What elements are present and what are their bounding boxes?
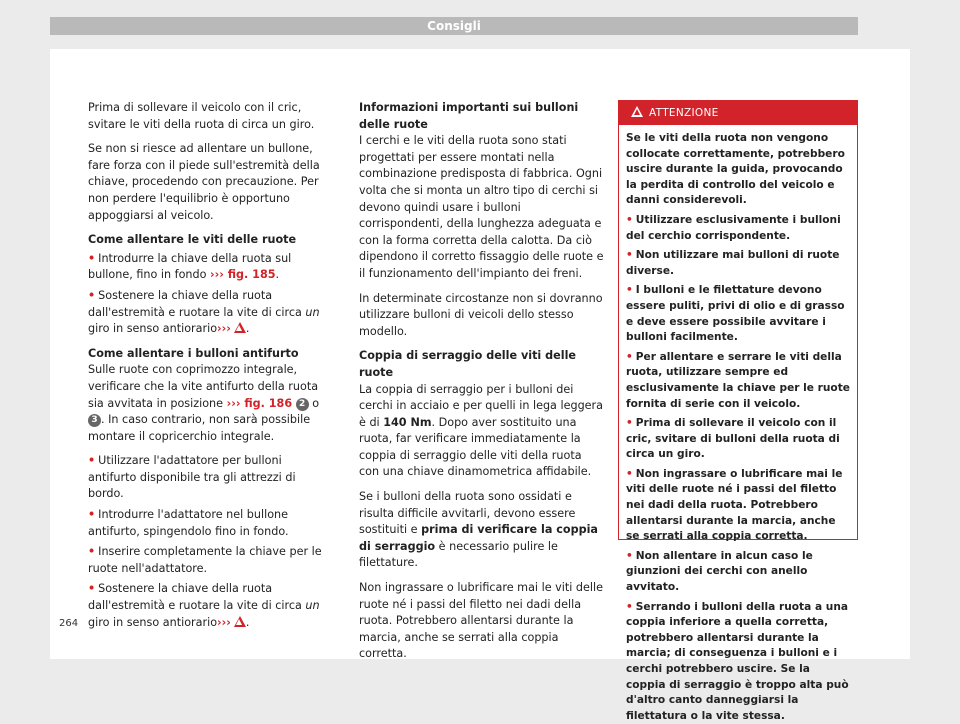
paragraph: Non ingrassare o lubrificare mai le viti delle ruote né i passi del filetto nei dadi della ruota. Potrebbero allentarsi durante la marcia, anche se serrati alla coppia corretta.	[359, 581, 604, 661]
figure-link[interactable]: ››› fig. 185	[210, 268, 276, 282]
warning-box	[618, 100, 858, 722]
section-header: Consigli	[50, 17, 858, 35]
callout-number: 3	[88, 414, 101, 427]
bullet-list	[88, 251, 333, 338]
warning-title: ATTENZIONE	[649, 107, 719, 119]
list-item: • Inserire completamente la chiave per le ruote nell'adattatore.	[88, 545, 322, 575]
warning-icon	[631, 106, 643, 117]
callout-number: 2	[296, 398, 309, 411]
paragraph: In determinate circostanze non si dovranno utilizzare bulloni di veicoli dello stesso modello.	[359, 291, 603, 338]
warning-body	[619, 125, 857, 724]
paragraph: I cerchi e le viti della ruota sono stati progettati per essere montati nella combinazione predisposta di fabbrica. Ogni volta che si monta un altro tipo di cerchi si devono quindi usare i bulloni corrispondenti, della lunghezza adeguata e con la forma corretta della calotta. Da ciò dipendono il corretto fissaggio delle ruote e il funzionamento dell'impianto dei freni.	[359, 134, 604, 280]
list-item: • Utilizzare l'adattatore per bulloni antifurto disponibile tra gli attrezzi di bordo.	[88, 454, 296, 501]
paragraph: La coppia di serraggio per i bulloni dei cerchi in acciaio e per quelli in lega leggera è di 140 Nm. Dopo aver sostituito una ruota, far verificare immediatamente la coppia di serraggio delle viti della ruota con una chiave dinamometrica affidabile.	[359, 382, 604, 479]
bullet-icon: •	[626, 549, 633, 562]
warning-item: • Prima di sollevare il veicolo con il cric, svitare di bulloni della ruota di circa un giro.	[626, 417, 840, 461]
bullet-icon: •	[626, 350, 633, 363]
bullet-icon: •	[626, 600, 633, 613]
warning-header	[619, 101, 857, 125]
warning-item: • Utilizzare esclusivamente i bulloni del cerchio corrispondente.	[626, 213, 841, 242]
bullet-icon: •	[626, 467, 633, 480]
page-number: 264	[59, 618, 79, 629]
paragraph: Se non si riesce ad allentare un bullone, fare forza con il piede sull'estremità della chiave, procedendo con precauzione. Per non perdere l'equilibrio è opportuno appoggiarsi al veicolo.	[88, 142, 320, 222]
heading: Come allentare i bulloni antifurto	[88, 346, 299, 360]
bullet-list	[88, 453, 333, 631]
figure-link[interactable]: ››› fig. 186	[226, 396, 293, 410]
warning-link[interactable]: ›››	[217, 322, 231, 336]
bullet-icon: •	[88, 454, 96, 468]
warning-item: • Serrando i bulloni della ruota a una coppia inferiore a quella corretta, potrebbero allentarsi durante la marcia; di conseguenza i bulloni e i cerchi potrebbero uscire. Se la coppia di serraggio è troppo alta può d'altro canto danneggiarsi la filettatura o la vite stessa.	[626, 600, 849, 722]
warning-item: • Non ingrassare o lubrificare mai le viti delle ruote né i passi del filetto nei dadi della ruota. Potrebbero allentarsi durante la marcia, anche se serrati alla coppia corretta.	[626, 467, 843, 543]
bullet-icon: •	[626, 284, 633, 297]
list-item: • Introdurre la chiave della ruota sul bullone, fino in fondo ››› fig. 185.	[88, 251, 292, 282]
paragraph: Se i bulloni della ruota sono ossidati e risulta difficile avvitarli, devono essere sostituiti e prima di verificare la coppia di serraggio è necessario pulire le filettature.	[359, 490, 598, 570]
warning-list	[626, 213, 850, 724]
bullet-icon: •	[88, 582, 96, 596]
bullet-icon: •	[88, 251, 96, 265]
warning-icon	[234, 322, 246, 333]
warning-item: • Non allentare in alcun caso le giunzioni dei cerchi con anello avvitato.	[626, 549, 813, 594]
column-2	[359, 100, 604, 671]
paragraph: Prima di sollevare il veicolo con il cric, svitare le viti della ruota di circa un giro.	[88, 101, 315, 131]
bullet-icon: •	[88, 508, 96, 522]
list-item: • Introdurre l'adattatore nel bullone antifurto, spingendolo fino in fondo.	[88, 508, 289, 538]
column-1	[88, 100, 333, 635]
warning-intro: Se le viti della ruota non vengono collocate correttamente, potrebbero uscire durante la guida, provocando la perdita di controllo del veicolo e danni considerevoli.	[626, 132, 845, 207]
bullet-icon: •	[626, 213, 633, 226]
warning-item: • I bulloni e le filettature devono essere puliti, privi di olio e di grasso e deve essere possibile avvitare i bulloni facilmente.	[626, 284, 845, 344]
warning-item: • Per allentare e serrare le viti della ruota, utilizzare sempre ed esclusivamente la chiave per le ruote fornita di serie con il veicolo.	[626, 350, 850, 410]
warning-icon	[234, 616, 246, 627]
heading: Informazioni importanti sui bulloni delle ruote	[359, 101, 579, 131]
bullet-icon: •	[626, 417, 633, 430]
list-item: • Sostenere la chiave della ruota dall'estremità e ruotare la vite di circa un giro in senso antiorario››› .	[88, 582, 320, 629]
warning-item: • Non utilizzare mai bulloni di ruote diverse.	[626, 249, 840, 277]
bullet-icon: •	[88, 288, 96, 302]
heading: Come allentare le viti delle ruote	[88, 233, 297, 247]
bullet-icon: •	[626, 249, 633, 262]
heading: Coppia di serraggio delle viti delle ruote	[359, 349, 576, 379]
bullet-icon: •	[88, 545, 96, 559]
list-item: • Sostenere la chiave della ruota dall'estremità e ruotare la vite di circa un giro in senso antiorario››› .	[88, 288, 320, 336]
paragraph: Sulle ruote con coprimozzo integrale, verificare che la vite antifurto della ruota sia avvitata in posizione ››› fig. 186 2 o 3 . In caso contrario, non sarà possibile montare il copricerchio integrale.	[88, 363, 320, 443]
warning-link[interactable]: ›››	[217, 615, 231, 629]
